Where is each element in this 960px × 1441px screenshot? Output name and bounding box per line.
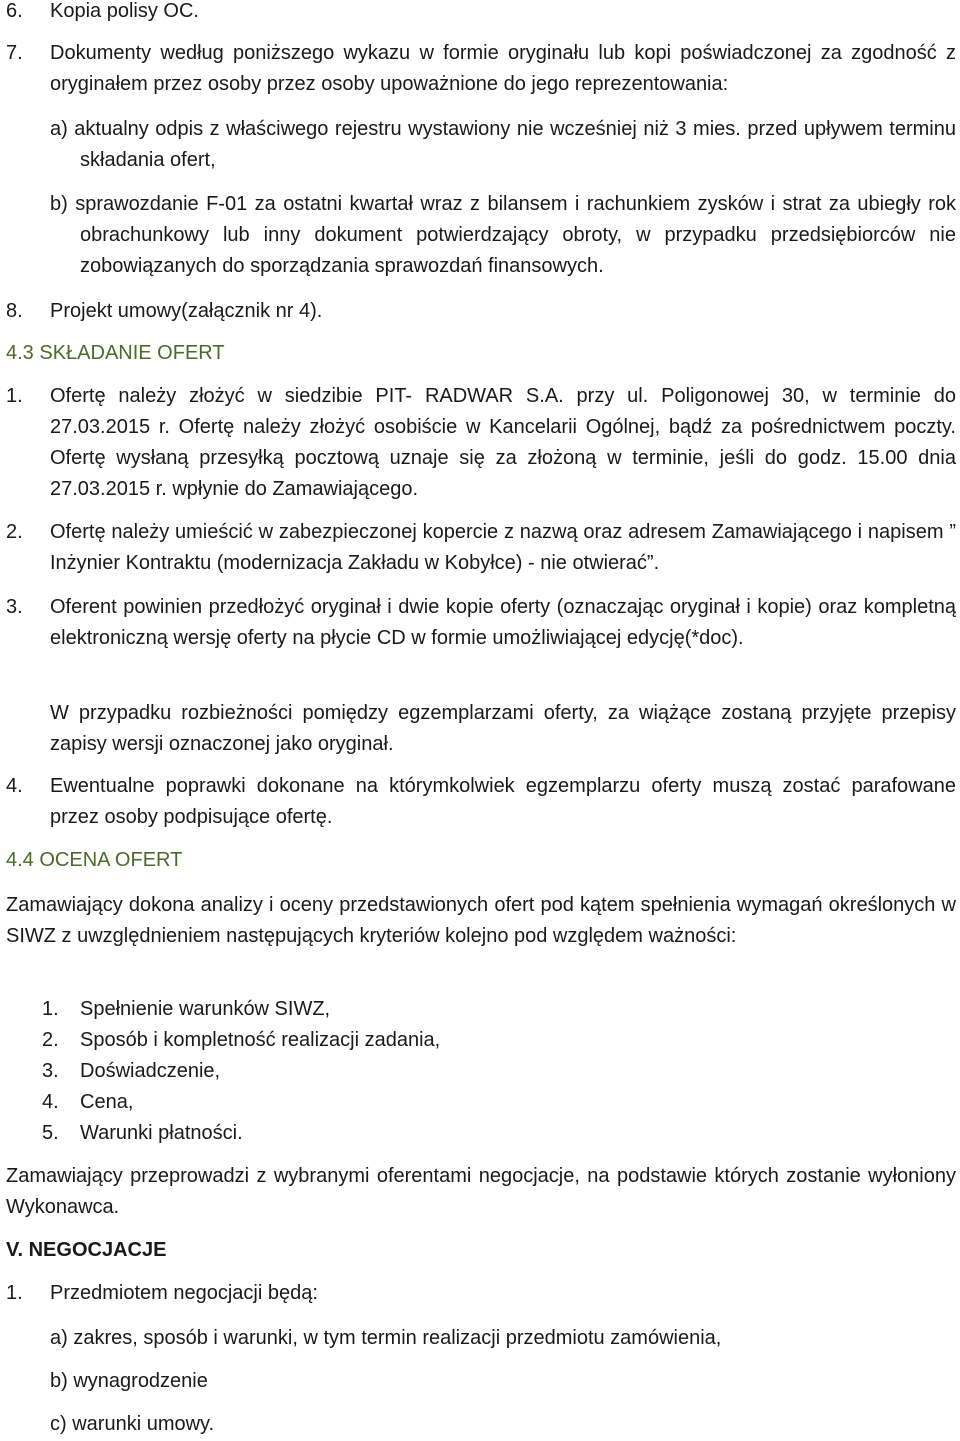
list-item [6, 1056, 956, 1087]
sub-item: b) wynagrodzenie [50, 1370, 208, 1392]
list-number: 1. [6, 1282, 23, 1304]
list-text: Przedmiotem negocjacji będą: [50, 1282, 318, 1304]
list-text: Kopia polisy OC. [50, 0, 199, 22]
list-item [6, 0, 956, 27]
list-number: 4. [6, 775, 23, 797]
list-number: 2. [42, 1029, 59, 1051]
list-text: Projekt umowy(załącznik nr 4). [50, 300, 323, 322]
list-item [6, 592, 956, 654]
list-text: Ofertę należy złożyć w siedzibie PIT- RADWAR S.A. przy ul. Poligonowej 30, w terminie do 27.03.2015 r. Ofertę należy złożyć osobiście w Kancelarii Ogólnej, bądź za pośrednictwem poczty. Ofertę wysłaną przesyłką pocztową uznaje się za złożoną w terminie, jeśli do godz. 15.00 dnia 27.03.2015 r. wpłynie do Zamawiającego. [50, 385, 956, 500]
list-number: 7. [6, 42, 23, 64]
list-number: 1. [6, 385, 23, 407]
paragraph: W przypadku rozbieżności pomiędzy egzemplarzami oferty, za wiążące zostaną przyjęte przepisy zapisy wersji oznaczonej jako oryginał. [50, 702, 956, 755]
paragraph: Zamawiający przeprowadzi z wybranymi oferentami negocjacje, na podstawie których zostanie wyłoniony Wykonawca. [6, 1165, 956, 1218]
sub-item: c) warunki umowy. [50, 1413, 215, 1435]
list-text: Spełnienie warunków SIWZ, [80, 998, 331, 1020]
list-text: Doświadczenie, [80, 1060, 221, 1082]
criteria-list [6, 994, 956, 1149]
list-number: 3. [6, 596, 23, 618]
list-item [6, 1087, 956, 1118]
sub-item: a) aktualny odpis z właściwego rejestru wystawiony nie wcześniej niż 3 mies. przed upływem terminu składania ofert, [50, 118, 956, 171]
list-text: Cena, [80, 1091, 134, 1113]
sub-item: b) sprawozdanie F-01 za ostatni kwartał wraz z bilansem i rachunkiem zysków i strat za ubiegły rok obrachunkowy lub inny dokument potwierdzający obroty, w przypadku przedsiębiorców nie zobowiązanych do sporządzania sprawozdań finansowych. [50, 193, 956, 277]
list-item [6, 517, 956, 579]
section-heading: 4.4 OCENA OFERT [6, 849, 183, 871]
list-text: Sposób i kompletność realizacji zadania, [80, 1029, 441, 1051]
list-number: 2. [6, 521, 23, 543]
section-heading: 4.3 SKŁADANIE OFERT [6, 342, 225, 364]
list-text: Dokumenty według poniższego wykazu w formie oryginału lub kopi poświadczonej za zgodność z oryginałem przez osoby przez osoby upoważnione do jego reprezentowania: [50, 42, 956, 95]
list-number: 8. [6, 300, 23, 322]
paragraph: Zamawiający dokona analizy i oceny przedstawionych ofert pod kątem spełnienia wymagań określonych w SIWZ z uwzględnieniem następujących kryteriów kolejno pod względem ważności: [6, 894, 956, 947]
list-item [6, 1025, 956, 1056]
list-item [6, 1278, 956, 1309]
list-number: 6. [6, 0, 23, 22]
list-item [6, 1118, 956, 1149]
section-heading: V. NEGOCJACJE [6, 1239, 167, 1261]
list-number: 5. [42, 1122, 59, 1144]
list-item [6, 994, 956, 1025]
list-number: 4. [42, 1091, 59, 1113]
sub-item: a) zakres, sposób i warunki, w tym termin realizacji przedmiotu zamówienia, [50, 1327, 722, 1349]
list-item [6, 381, 956, 505]
list-item [6, 771, 956, 833]
list-text: Ewentualne poprawki dokonane na którymkolwiek egzemplarzu oferty muszą zostać parafowane przez osoby podpisujące ofertę. [50, 775, 956, 828]
list-text: Ofertę należy umieścić w zabezpieczonej kopercie z nazwą oraz adresem Zamawiającego i napisem ” Inżynier Kontraktu (modernizacja Zakładu w Kobyłce) - nie otwierać”. [50, 521, 956, 574]
list-number: 3. [42, 1060, 59, 1082]
list-number: 1. [42, 998, 59, 1020]
list-text: Warunki płatności. [80, 1122, 243, 1144]
list-item [6, 296, 956, 327]
list-item [6, 38, 956, 100]
list-text: Oferent powinien przedłożyć oryginał i dwie kopie oferty (oznaczając oryginał i kopie) oraz kompletną elektroniczną wersję oferty na płycie CD w formie umożliwiającej edycję(*doc). [50, 596, 956, 649]
